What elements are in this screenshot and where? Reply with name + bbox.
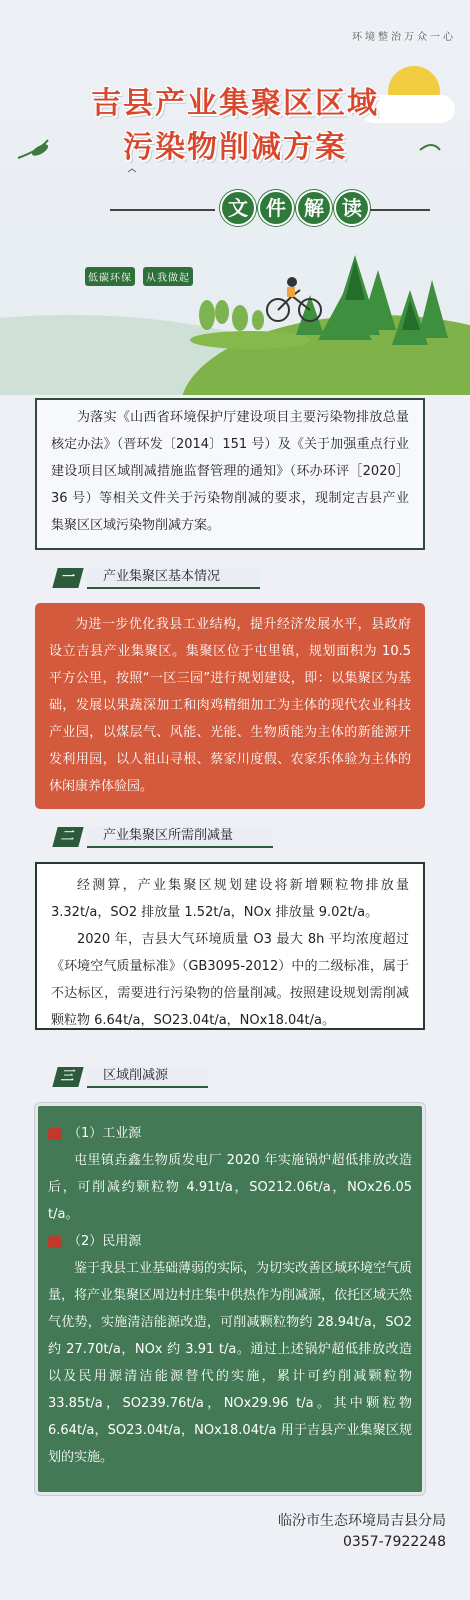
subtitle: [220, 190, 370, 226]
intro-text: 为落实《山西省环境保护厅建设项目主要污染物排放总量核定办法》（晋环发〔2014〕151 号）及《关于加强重点行业建设项目区域削减措施监督管理的通知》（环办环评［2020］36 号）等相关文件关于污染物削减的要求，现制定吉县产业集聚区区域污染物削减方案。: [51, 410, 409, 533]
section-heading-2: [55, 827, 273, 847]
page-title-line1: 吉县产业集聚区区域: [91, 86, 379, 121]
section-number: 二: [52, 827, 83, 847]
section-label: 产业集聚区基本情况: [87, 567, 260, 589]
section-label: 产业集聚区所需削减量: [87, 826, 273, 848]
subsection-heading: [48, 1228, 412, 1255]
divider-line: [110, 209, 215, 211]
paragraph: 2020 年，吉县大气环境质量 O3 最大 8h 平均浓度超过《环境空气质量标准》（GB3095-2012）中的二级标准，属于不达标区，需要进行污染物的倍量削减。按照建设规划需削减颗粒物 6.64t/a，SO23.04t/a，NOx18.04t/a。: [51, 932, 409, 1028]
section-card-2: [35, 862, 425, 1030]
section-number: 三: [52, 1067, 83, 1087]
paragraph: 鉴于我县工业基础薄弱的实际，为切实改善区域环境空气质量，将产业集聚区周边村庄集中供热作为削减源，依托区域天然气优势，实施清洁能源改造，可削减颗粒物约 28.94t/a，SO2 约 27.70t/a，NOx 约 3.91 t/a。通过上述锅炉超低排放改造以及民用源清洁能源替代的实施，累计可约削减颗粒物 33.85t/a，SO239.76t/a，NOx29.96 t/a。其中颗粒物 6.64t/a，SO23.04t/a，NOx18.04t/a 用于吉县产业集聚区规划的实施。: [48, 1261, 413, 1465]
divider-line: [370, 209, 430, 211]
section-card-3: [35, 1103, 425, 1495]
section-heading-3: [55, 1067, 208, 1087]
bookmark-icon: [48, 1236, 62, 1248]
subtitle-banner: [0, 190, 470, 230]
footer-organization: 临汾市生态环境局吉县分局: [278, 1513, 446, 1529]
motto-tag: 从我做起: [143, 267, 193, 286]
motto-tag: 低碳环保: [85, 267, 135, 286]
subsection-heading: [48, 1120, 412, 1147]
section-card-1: [35, 603, 425, 809]
paragraph: 为进一步优化我县工业结构，提升经济发展水平，县政府设立吉县产业集聚区。集聚区位于屯里镇，规划面积为 10.5 平方公里，按照“一区三园”进行规划建设，即：以集聚区为基础，发展以果蔬深加工和肉鸡精细加工为主体的现代农业科技产业园，以煤层气、风能、光能、生物质能为主体的新能源开发利用园，以人祖山寻根、蔡家川度假、农家乐体验为主体的休闲康养体验园。: [49, 617, 411, 794]
subsection-label: （2）民用源: [68, 1234, 142, 1249]
subtitle-char: 件: [258, 190, 294, 226]
page-title-line2: 污染物削减方案: [123, 130, 347, 165]
section-label: 区域削减源: [87, 1066, 208, 1088]
section-number: 一: [52, 568, 83, 588]
header-slogan: 环境整治万众一心: [352, 32, 456, 43]
intro-card: [35, 398, 425, 550]
subtitle-char: 读: [334, 190, 370, 226]
subsection-label: （1）工业源: [68, 1126, 142, 1141]
subtitle-char: 文: [220, 190, 256, 226]
bookmark-icon: [48, 1128, 62, 1140]
header-banner: [0, 0, 470, 395]
footer-phone: 0357-7922248: [342, 1534, 446, 1550]
subtitle-char: 解: [296, 190, 332, 226]
paragraph: 经测算，产业集聚区规划建设将新增颗粒物排放量 3.32t/a，SO2 排放量 1.52t/a，NOx 排放量 9.02t/a。: [51, 878, 409, 920]
paragraph: 屯里镇垚鑫生物质发电厂 2020 年实施锅炉超低排放改造后，可削减约颗粒物 4.91t/a，SO212.06t/a，NOx26.05 t/a。: [48, 1153, 412, 1222]
section-heading-1: [55, 568, 260, 588]
motto: [85, 267, 193, 286]
